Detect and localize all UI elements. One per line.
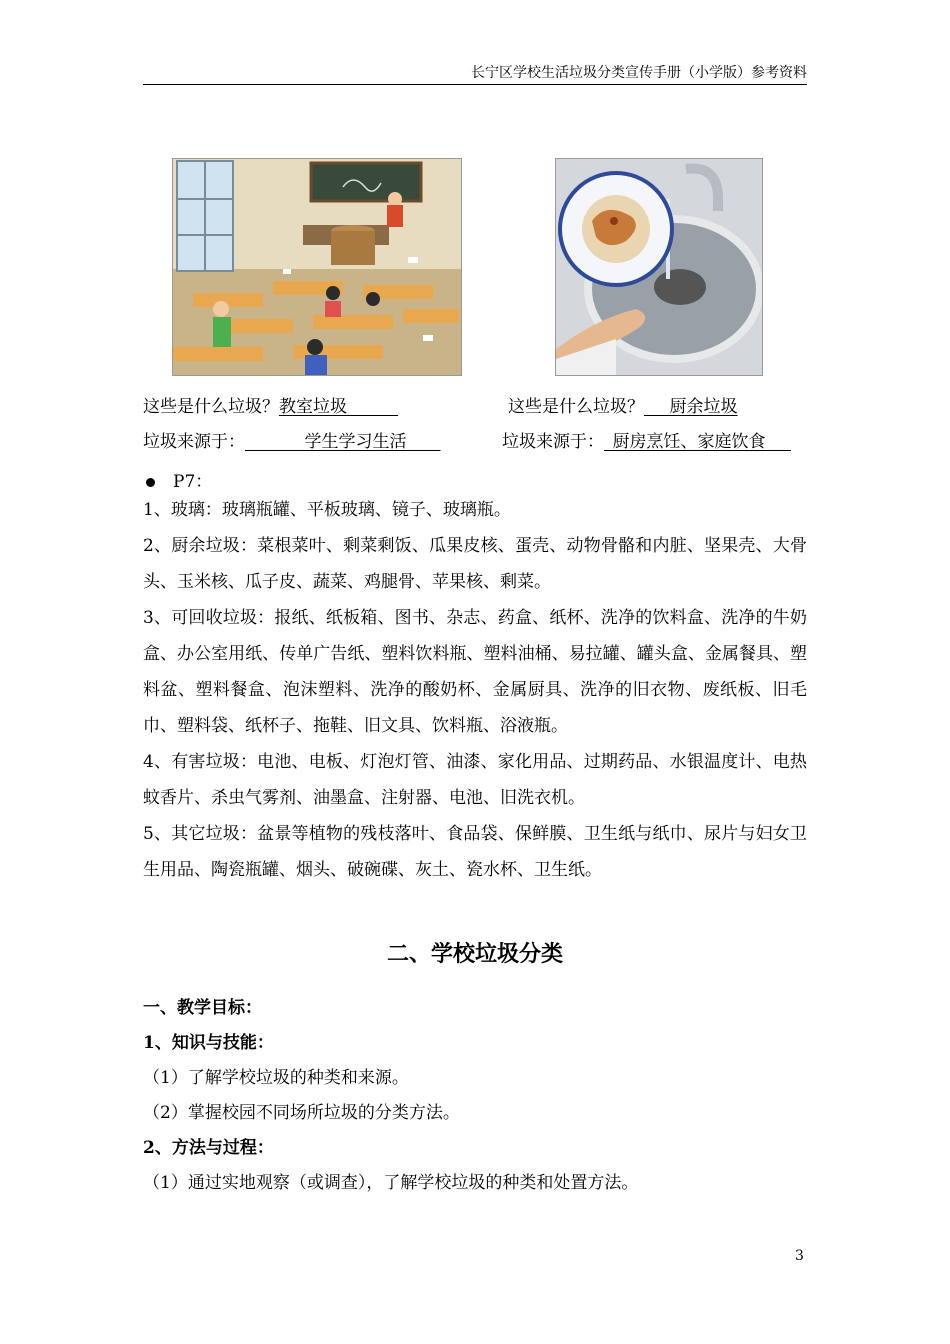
page-header: 长宁区学校生活垃圾分类宣传手册（小学版）参考资料	[471, 65, 807, 81]
kitchen-sink-photo-icon	[556, 159, 762, 375]
classroom-illustration	[172, 158, 462, 376]
right-question	[508, 395, 738, 419]
question-label: 这些是什么垃圾？	[508, 397, 644, 417]
left-source-value	[245, 432, 441, 452]
sub-heading-method: 2、方法与过程：	[143, 1138, 274, 1158]
header-rule	[143, 84, 807, 85]
left-question	[143, 395, 398, 419]
goal-heading: 一、教学目标：	[143, 998, 262, 1018]
right-source	[502, 430, 791, 454]
left-answer-text: 教室垃圾	[279, 397, 347, 417]
bullet-dot-icon	[146, 478, 155, 487]
list-item: 4、有害垃圾：电池、电板、灯泡灯管、油漆、家化用品、过期药品、水银温度计、电热蚊香片、杀虫气雾剂、油墨盒、注射器、电池、旧洗衣机。	[143, 752, 807, 808]
bullet-p7	[146, 470, 212, 494]
list-item: （2）掌握校园不同场所垃圾的分类方法。	[143, 1103, 460, 1123]
list-item: （1）了解学校垃圾的种类和来源。	[143, 1068, 409, 1088]
right-answer	[644, 397, 738, 417]
list-item: 1、玻璃：玻璃瓶罐、平板玻璃、镜子、玻璃瓶。	[143, 500, 511, 520]
sub-heading-knowledge: 1、知识与技能：	[143, 1033, 274, 1053]
right-source-text: 厨房烹饪、家庭饮食	[612, 432, 766, 452]
list-item: 2、厨余垃圾：菜根菜叶、剩菜剩饭、瓜果皮核、蛋壳、动物骨骼和内脏、坚果壳、大骨头、玉米核、瓜子皮、蔬菜、鸡腿骨、苹果核、剩菜。	[143, 536, 807, 592]
source-label: 垃圾来源于：	[143, 432, 245, 452]
source-label: 垃圾来源于：	[502, 432, 604, 452]
right-source-value	[604, 432, 791, 452]
left-source	[143, 430, 441, 454]
section-title: 二、学校垃圾分类	[386, 941, 563, 967]
right-answer-text: 厨余垃圾	[669, 397, 738, 417]
page-number: 3	[795, 1248, 804, 1264]
left-source-text: 学生学习生活	[304, 432, 407, 452]
list-item: 3、可回收垃圾：报纸、纸板箱、图书、杂志、药盒、纸杯、洗净的饮料盒、洗净的牛奶盒、办公室用纸、传单广告纸、塑料饮料瓶、塑料油桶、易拉罐、罐头盒、金属餐具、塑料盆、塑料餐盒、泡沫塑料、洗净的酸奶杯、金属厨具、洗净的旧衣物、废纸板、旧毛巾、塑料袋、纸杯子、拖鞋、旧文具、饮料瓶、浴液瓶。	[143, 608, 807, 736]
kitchen-sink-photo	[555, 158, 763, 376]
bullet-text: P7：	[173, 472, 213, 492]
list-item: （1）通过实地观察（或调查），了解学校垃圾的种类和处置方法。	[143, 1173, 639, 1193]
question-label: 这些是什么垃圾？	[143, 397, 279, 417]
item-list	[143, 492, 807, 888]
classroom-illustration-icon	[173, 159, 461, 375]
left-answer	[279, 397, 398, 417]
list-item: 5、其它垃圾：盆景等植物的残枝落叶、食品袋、保鲜膜、卫生纸与纸巾、尿片与妇女卫生用品、陶瓷瓶罐、烟头、破碗碟、灰土、瓷水杯、卫生纸。	[143, 824, 807, 880]
